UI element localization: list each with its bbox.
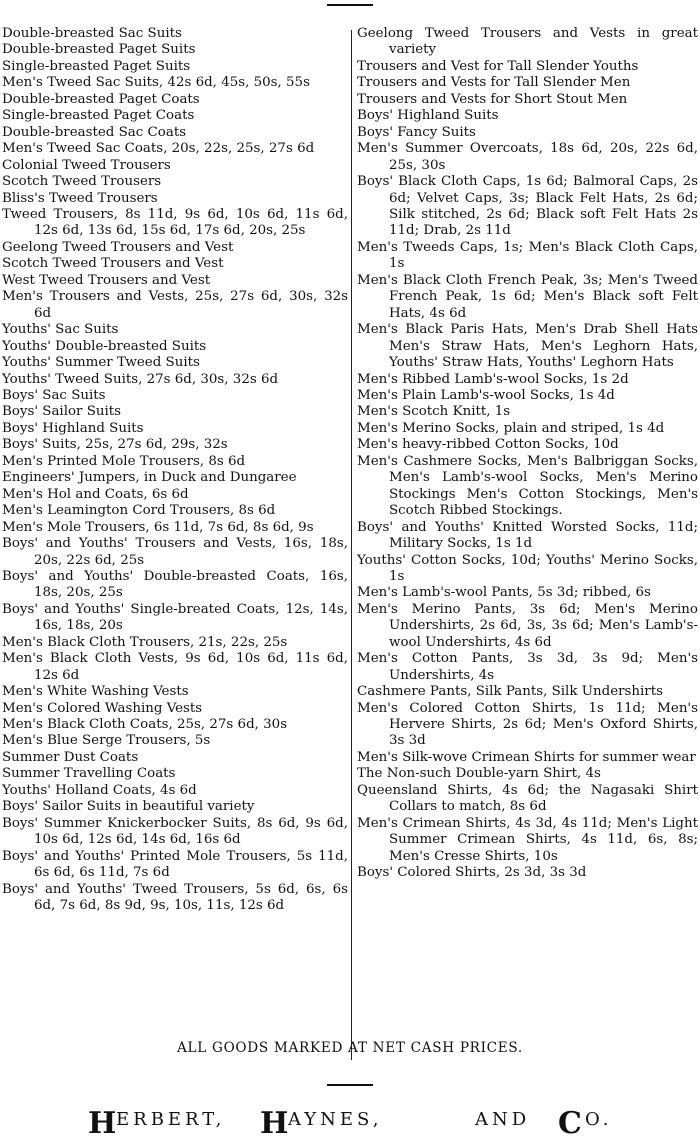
price-list-entry: Summer Dust Coats	[2, 749, 139, 765]
price-list-entry: Men's Tweed Sac Suits, 42s 6d, 45s, 50s, 55s	[2, 75, 310, 91]
price-list-entry: Trousers and Vests for Tall Slender Men	[357, 75, 631, 91]
price-list-entry: Men's Leamington Cord Trousers, 8s 6d	[2, 503, 276, 519]
price-list-entry: Youths' Tweed Suits, 27s 6d, 30s, 32s 6d	[2, 371, 279, 387]
price-list-entry: Men's Blue Serge Trousers, 5s	[2, 733, 211, 749]
price-list-columns	[0, 26, 700, 1056]
price-list-entry: Trousers and Vest for Tall Slender Youths	[357, 58, 639, 74]
firm-name	[88, 1103, 628, 1141]
price-list-entry: Boys' and Youths' Tweed Trousers, 5s 6d, 6s, 6s 6d, 7s 6d, 8s 9d, 9s, 10s, 11s, 12s 6d	[2, 881, 348, 914]
price-list-entry: Men's Silk-wove Crimean Shirts for summer wear	[357, 749, 696, 765]
price-list-entry: Men's Lamb's-wool Pants, 5s 3d; ribbed, 6s	[357, 585, 651, 601]
column-divider	[351, 30, 352, 1060]
price-list-entry: Engineers' Jumpers, in Duck and Dungaree	[2, 470, 297, 486]
price-list-entry: Queensland Shirts, 4s 6d; the Nagasaki Shirt Collars to match, 8s 6d	[357, 782, 698, 815]
price-list-entry: Double-breasted Paget Coats	[2, 91, 200, 107]
price-list-entry: Men's Black Cloth Trousers, 21s, 22s, 25s	[2, 634, 288, 650]
firm-initial-h-2: H	[260, 1106, 289, 1141]
right-column	[357, 26, 698, 882]
price-list-entry: Youths' Sac Suits	[2, 322, 119, 338]
price-list-entry: Men's Plain Lamb's-wool Socks, 1s 4d	[357, 387, 615, 403]
price-list-entry: Boys' Suits, 25s, 27s 6d, 29s, 32s	[2, 437, 228, 453]
price-list-entry: Men's Mole Trousers, 6s 11d, 7s 6d, 8s 6d, 9s	[2, 519, 314, 535]
price-list-entry: Men's Trousers and Vests, 25s, 27s 6d, 30s, 32s 6d	[2, 289, 348, 321]
price-list-entry: Men's Cotton Pants, 3s 3d, 3s 9d; Men's Undershirts, 4s	[357, 651, 698, 683]
price-list-entry: Youths' Holland Coats, 4s 6d	[2, 782, 197, 798]
firm-word-and: AND	[475, 1109, 531, 1130]
bottom-rule	[327, 1084, 373, 1086]
price-list-entry: Men's Merino Pants, 3s 6d; Men's Merino Undershirts, 2s 6d, 3s, 3s 6d; Men's Lamb's-wool Undershirts, 4s 6d	[357, 601, 698, 650]
price-list-entry: Scotch Tweed Trousers	[2, 174, 162, 190]
price-list-entry: Boys' Summer Knickerbocker Suits, 8s 6d, 9s 6d, 10s 6d, 12s 6d, 14s 6d, 16s 6d	[2, 815, 348, 848]
price-list-entry: Youths' Double-breasted Suits	[2, 338, 207, 354]
price-list-entry: Colonial Tweed Trousers	[2, 157, 171, 173]
price-list-entry: Men's Hol and Coats, 6s 6d	[2, 486, 189, 502]
price-list-entry: Double-breasted Paget Suits	[2, 42, 196, 58]
price-list-entry: Men's Black Cloth Coats, 25s, 27s 6d, 30s	[2, 717, 288, 733]
price-list-entry: Men's Merino Socks, plain and striped, 1s 4d	[357, 420, 665, 436]
price-list-entry: Boys' and Youths' Knitted Worsted Socks, 11d; Military Socks, 1s 1d	[357, 519, 698, 552]
price-list-entry: Scotch Tweed Trousers and Vest	[2, 256, 224, 272]
price-list-entry: Single-breasted Paget Coats	[2, 108, 195, 124]
price-list-entry: Cashmere Pants, Silk Pants, Silk Undershirts	[357, 684, 663, 700]
price-list-entry: Men's Summer Overcoats, 18s 6d, 20s, 22s 6d, 25s, 30s	[357, 141, 698, 173]
firm-word-haynes: AYNES,	[288, 1109, 383, 1130]
price-list-entry: Men's White Washing Vests	[2, 684, 189, 700]
price-list-entry: Men's Colored Cotton Shirts, 1s 11d; Men's Hervere Shirts, 2s 6d; Men's Oxford Shirts, 3s 3d	[357, 700, 698, 749]
price-list-entry: Geelong Tweed Trousers and Vests in great variety	[357, 26, 698, 58]
price-list-entry: The Non-such Double-yarn Shirt, 4s	[357, 766, 601, 782]
price-list-entry: Men's Crimean Shirts, 4s 3d, 4s 11d; Men's Light Summer Crimean Shirts, 4s 11d, 6s, 8s; Men's Cresse Shirts, 10s	[357, 815, 698, 864]
price-list-entry: Men's Black Paris Hats, Men's Drab Shell Hats Men's Straw Hats, Men's Leghorn Hats, Youths' Straw Hats, Youths' Leghorn Hats	[357, 322, 698, 371]
price-list-entry: Youths' Cotton Socks, 10d; Youths' Merino Socks, 1s	[357, 552, 698, 584]
price-list-entry: Boys' Sailor Suits	[2, 404, 122, 420]
price-list-entry: Double-breasted Sac Suits	[2, 26, 182, 41]
price-list-entry: Men's heavy-ribbed Cotton Socks, 10d	[357, 437, 619, 453]
price-list-entry: Youths' Summer Tweed Suits	[2, 355, 200, 371]
price-list-entry: Tweed Trousers, 8s 11d, 9s 6d, 10s 6d, 11s 6d, 12s 6d, 13s 6d, 15s 6d, 17s 6d, 20s, 25s	[2, 206, 348, 239]
price-list-entry: Boys' Sailor Suits in beautiful variety	[2, 799, 255, 815]
price-list-entry: Geelong Tweed Trousers and Vest	[2, 239, 234, 255]
price-list-entry: Men's Scotch Knitt, 1s	[357, 404, 511, 420]
price-list-entry: Boys' Sac Suits	[2, 387, 106, 403]
price-list-entry: Boys' and Youths' Double-breasted Coats, 16s, 18s, 20s, 25s	[2, 568, 348, 601]
price-list-entry: Men's Cashmere Socks, Men's Balbriggan Socks, Men's Lamb's-wool Socks, Men's Merino Stockings Men's Cotton Stockings, Men's Scotch Ribbed Stockings.	[357, 453, 698, 519]
price-list-entry: Men's Black Cloth French Peak, 3s; Men's Tweed French Peak, 1s 6d; Men's Black soft Felt Hats, 4s 6d	[357, 272, 698, 321]
left-column	[2, 26, 348, 914]
price-list-entry: Bliss's Tweed Trousers	[2, 190, 158, 206]
price-list-entry: Men's Black Cloth Vests, 9s 6d, 10s 6d, 11s 6d, 12s 6d	[2, 651, 348, 683]
price-list-entry: Boys' Black Cloth Caps, 1s 6d; Balmoral Caps, 2s 6d; Velvet Caps, 3s; Black Felt Hats, 2s 6d; Silk stitched, 2s 6d; Black soft Felt Hats 2s 11d; Drab, 2s 11d	[357, 174, 698, 239]
price-list-entry: West Tweed Trousers and Vest	[2, 272, 211, 288]
price-list-entry: Boys' and Youths' Trousers and Vests, 16s, 18s, 20s, 22s 6d, 25s	[2, 536, 348, 568]
price-list-entry: Boys' and Youths' Printed Mole Trousers, 5s 11d, 6s 6d, 6s 11d, 7s 6d	[2, 848, 348, 881]
price-list-entry: Men's Ribbed Lamb's-wool Socks, 1s 2d	[357, 371, 629, 387]
price-list-entry: Boys' Highland Suits	[357, 108, 499, 124]
price-list-entry: Boys' Highland Suits	[2, 420, 144, 436]
firm-word-herbert: ERBERT,	[116, 1109, 226, 1130]
price-list-entry: Men's Printed Mole Trousers, 8s 6d	[2, 453, 246, 469]
price-list-entry: Men's Tweed Sac Coats, 20s, 22s, 25s, 27s 6d	[2, 141, 315, 157]
firm-initial-c: C	[558, 1106, 582, 1141]
firm-word-co: O.	[585, 1109, 613, 1130]
price-list-entry: Summer Travelling Coats	[2, 766, 176, 782]
price-list-entry: Men's Tweeds Caps, 1s; Men's Black Cloth Caps, 1s	[357, 239, 698, 272]
price-list-entry: Boys' Colored Shirts, 2s 3d, 3s 3d	[357, 865, 587, 881]
price-list-entry: Boys' and Youths' Single-breated Coats, 12s, 14s, 16s, 18s, 20s	[2, 601, 348, 634]
firm-initial-h-1: H	[88, 1106, 117, 1141]
top-rule	[327, 4, 373, 6]
price-list-entry: Men's Colored Washing Vests	[2, 700, 203, 716]
cash-prices-notice: ALL GOODS MARKED AT NET CASH PRICES.	[177, 1040, 523, 1056]
price-list-entry: Boys' Fancy Suits	[357, 124, 476, 140]
price-list-entry: Trousers and Vests for Short Stout Men	[357, 91, 628, 107]
price-list-entry: Double-breasted Sac Coats	[2, 124, 187, 140]
price-list-entry: Single-breasted Paget Suits	[2, 58, 191, 74]
